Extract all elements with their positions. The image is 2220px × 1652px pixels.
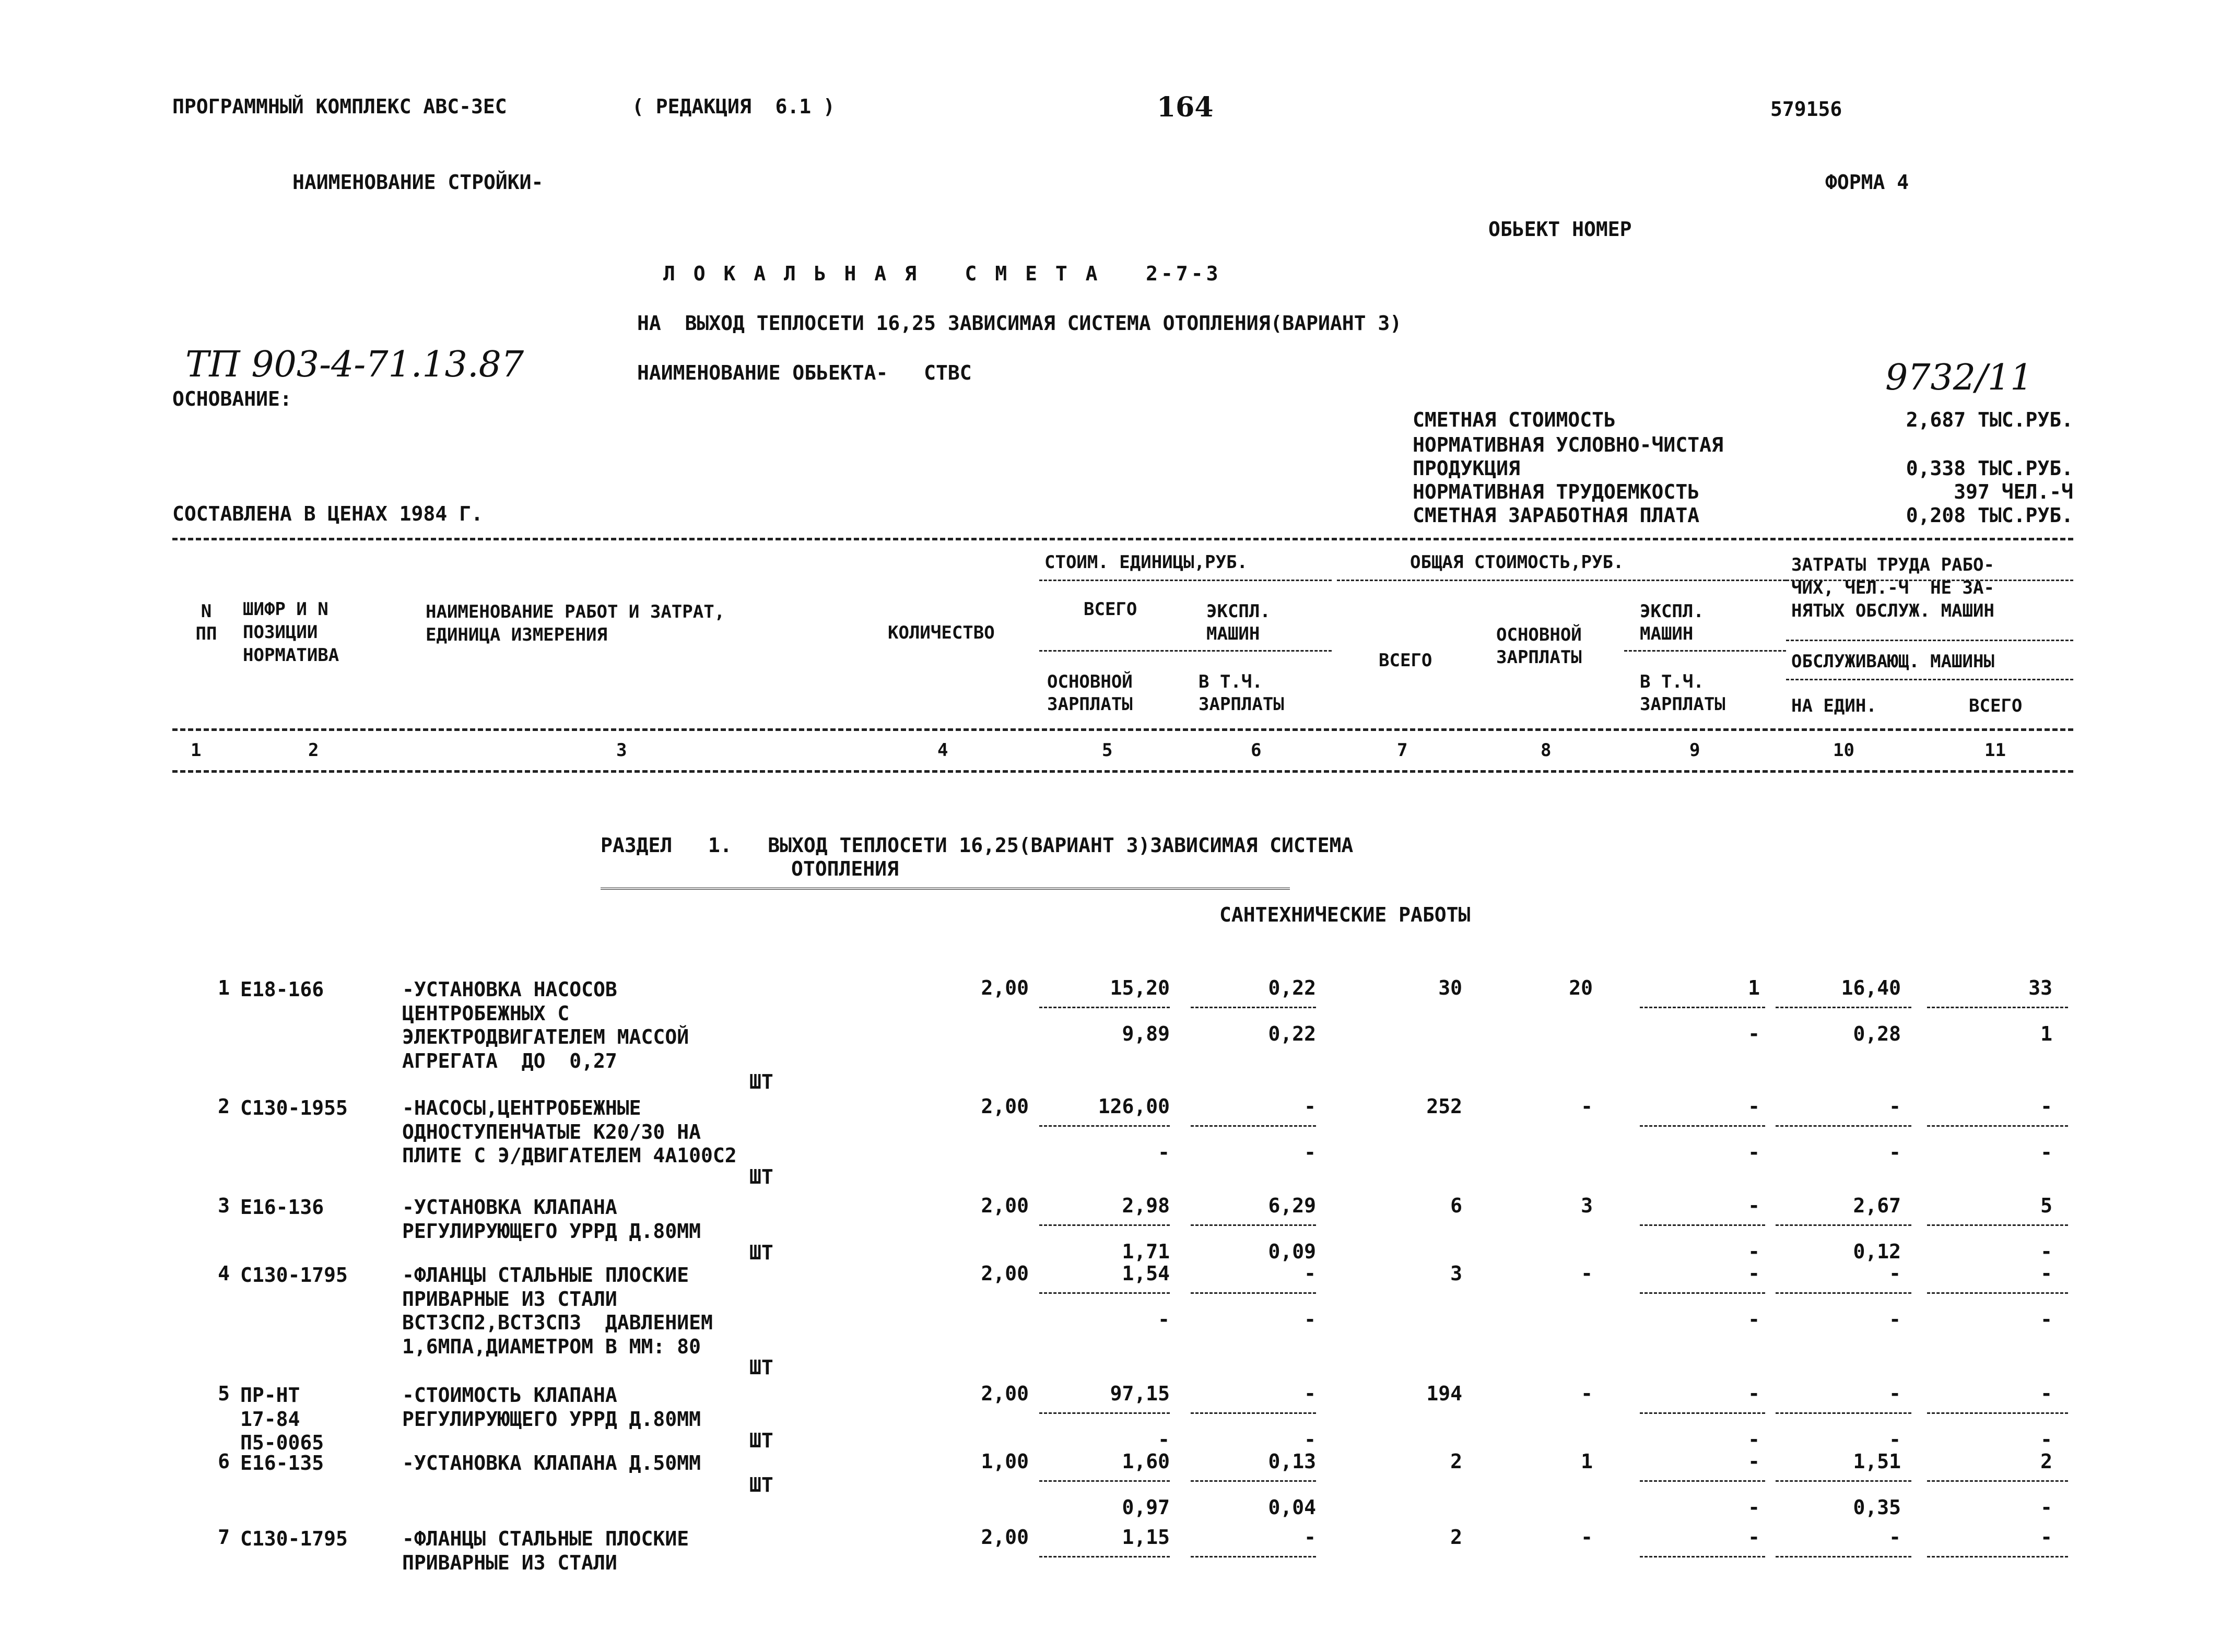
row-number: 6	[218, 1450, 230, 1473]
row-total-base-wage: 1	[1581, 1450, 1593, 1473]
row-unit-incl-wage: 0,09	[1268, 1240, 1316, 1263]
column-number: 7	[1397, 740, 1408, 761]
header-inner-rule	[1337, 580, 1786, 581]
row-subrule	[1039, 1224, 1170, 1226]
row-work-name: -ФЛАНЦЫ СТАЛЬНЫЕ ПЛОСКИЕ ПРИВАРНЫЕ ИЗ СТАЛИ ВСТ3СП2,ВСТ3СП3 ДАВЛЕНИЕМ 1,6МПА,ДИАМЕТРОМ В ММ: 80	[402, 1264, 713, 1358]
row-unit-machines: -	[1304, 1382, 1316, 1405]
row-subrule	[1039, 1125, 1170, 1127]
row-code: Е16-136	[240, 1196, 324, 1219]
row-work-name: -УСТАНОВКА КЛАПАНА Д.50ММ	[402, 1452, 701, 1474]
row-code: С130-1795	[240, 1264, 348, 1287]
row-subrule	[1776, 1292, 1911, 1294]
row-subrule	[1191, 1007, 1316, 1008]
row-unit: ШТ	[749, 1165, 773, 1188]
row-labor-machines-per-unit: 0,28	[1853, 1022, 1901, 1045]
table-top-rule	[172, 538, 2073, 540]
row-labor-machines-total: -	[2040, 1240, 2052, 1263]
row-number: 3	[218, 1194, 230, 1217]
row-labor-machines-total: -	[2040, 1141, 2052, 1164]
column-number: 2	[308, 740, 319, 761]
row-unit-base-wage: 9,89	[1122, 1022, 1170, 1045]
row-code: С130-1955	[240, 1096, 348, 1119]
handwritten-archive-number: 9732/11	[1885, 357, 2033, 398]
header-inner-rule	[1039, 580, 1332, 581]
header-inner-rule	[1624, 650, 1786, 652]
row-total-machines: -	[1748, 1194, 1760, 1217]
summary-label: НОРМАТИВНАЯ УСЛОВНО-ЧИСТАЯ	[1413, 433, 1723, 456]
row-labor-per-unit: 16,40	[1841, 976, 1901, 999]
row-quantity: 2,00	[981, 1095, 1029, 1118]
row-unit-incl-wage: -	[1304, 1308, 1316, 1331]
summary-value: 0,208 ТЫС.РУБ.	[1906, 504, 2073, 527]
row-labor-per-unit: 1,51	[1853, 1450, 1901, 1473]
row-labor-machines-total: -	[2040, 1496, 2052, 1519]
header-bottom-rule	[172, 728, 2073, 731]
row-labor-machines-per-unit: 0,35	[1853, 1496, 1901, 1519]
row-unit-machines: 6,29	[1268, 1194, 1316, 1217]
row-total-machines: -	[1748, 1526, 1760, 1549]
summary-label: СМЕТНАЯ ЗАРАБОТНАЯ ПЛАТА	[1413, 504, 1700, 527]
row-total: 30	[1438, 976, 1462, 999]
row-labor-machines-total: -	[2040, 1428, 2052, 1451]
row-number: 5	[218, 1382, 230, 1405]
row-subrule	[1927, 1480, 2068, 1482]
row-total-machines: -	[1748, 1262, 1760, 1285]
col-header-total-base-wage: ОСНОВНОЙ ЗАРПЛАТЫ	[1496, 624, 1582, 668]
row-subrule	[1927, 1292, 2068, 1294]
row-total: 2	[1450, 1526, 1462, 1549]
section-underline	[601, 888, 1290, 890]
row-number: 4	[218, 1262, 230, 1285]
row-number: 2	[218, 1095, 230, 1118]
row-subrule	[1039, 1412, 1170, 1414]
summary-value: 2,687 ТЫС.РУБ.	[1906, 408, 2073, 431]
row-unit-total: 126,00	[1098, 1095, 1170, 1118]
row-unit-total: 15,20	[1110, 976, 1170, 999]
row-unit: ШТ	[749, 1070, 773, 1093]
row-subrule	[1640, 1412, 1765, 1414]
row-total-base-wage: 3	[1581, 1194, 1593, 1217]
row-subrule	[1927, 1224, 2068, 1226]
col-header-unit-machines: ЭКСПЛ. МАШИН	[1206, 601, 1271, 644]
row-subrule	[1927, 1125, 2068, 1127]
row-total-base-wage: -	[1581, 1262, 1593, 1285]
row-unit-incl-wage: -	[1304, 1141, 1316, 1164]
row-work-name: -УСТАНОВКА КЛАПАНА РЕГУЛИРУЮЩЕГО УРРД Д.80ММ	[402, 1196, 701, 1243]
row-work-name: -НАСОСЫ,ЦЕНТРОБЕЖНЫЕ ОДНОСТУПЕНЧАТЫЕ К20/30 НА ПЛИТЕ С Э/ДВИГАТЕЛЕМ 4А100С2	[402, 1096, 737, 1167]
row-labor-per-unit: 2,67	[1853, 1194, 1901, 1217]
row-unit-total: 1,15	[1122, 1526, 1170, 1549]
row-quantity: 2,00	[981, 1382, 1029, 1405]
page-number: 164	[1157, 91, 1214, 123]
row-unit-base-wage: 0,97	[1122, 1496, 1170, 1519]
row-total-machines: 1	[1748, 976, 1760, 999]
col-header-quantity: КОЛИЧЕСТВО	[888, 622, 995, 643]
row-unit: ШТ	[749, 1429, 773, 1452]
row-total-incl-wage: -	[1748, 1308, 1760, 1331]
row-unit-total: 1,60	[1122, 1450, 1170, 1473]
row-subrule	[1640, 1480, 1765, 1482]
row-labor-total: -	[2040, 1526, 2052, 1549]
header-end-rule	[172, 770, 2073, 773]
row-total-base-wage: -	[1581, 1526, 1593, 1549]
row-quantity: 2,00	[981, 1262, 1029, 1285]
row-total-machines: -	[1748, 1095, 1760, 1118]
row-work-name: -ФЛАНЦЫ СТАЛЬНЫЕ ПЛОСКИЕ ПРИВАРНЫЕ ИЗ СТАЛИ	[402, 1527, 689, 1574]
section-title: РАЗДЕЛ 1. ВЫХОД ТЕПЛОСЕТИ 16,25(ВАРИАНТ 3)ЗАВИСИМАЯ СИСТЕМА	[601, 834, 1354, 857]
col-header-unit-total: ВСЕГО	[1084, 599, 1137, 620]
row-subrule	[1640, 1125, 1765, 1127]
row-subrule	[1640, 1556, 1765, 1557]
row-subrule	[1191, 1224, 1316, 1226]
row-labor-total: 5	[2040, 1194, 2052, 1217]
row-total: 194	[1426, 1382, 1462, 1405]
row-labor-total: -	[2040, 1095, 2052, 1118]
header-inner-rule	[1786, 640, 2073, 641]
row-subrule	[1039, 1556, 1170, 1557]
row-work-name: -УСТАНОВКА НАСОСОВ ЦЕНТРОБЕЖНЫХ С ЭЛЕКТРОДВИГАТЕЛЕМ МАССОЙ АГРЕГАТА ДО 0,27	[402, 978, 689, 1072]
col-header-labor-per-unit: НА ЕДИН.	[1791, 695, 1877, 716]
row-total: 252	[1426, 1095, 1462, 1118]
col-header-unit-cost: СТОИМ. ЕДИНИЦЫ,РУБ.	[1044, 552, 1248, 573]
header-inner-rule	[1786, 580, 2073, 581]
col-header-total-all: ВСЕГО	[1379, 650, 1432, 671]
row-work-name: -СТОИМОСТЬ КЛАПАНА РЕГУЛИРУЮЩЕГО УРРД Д.80ММ	[402, 1384, 701, 1431]
column-number: 9	[1689, 740, 1700, 761]
row-quantity: 2,00	[981, 1526, 1029, 1549]
col-header-unit-incl-wage: В Т.Ч. ЗАРПЛАТЫ	[1199, 671, 1284, 715]
row-labor-total: 33	[2028, 976, 2052, 999]
column-number: 10	[1833, 740, 1854, 761]
row-unit-incl-wage: -	[1304, 1428, 1316, 1451]
row-subrule	[1640, 1224, 1765, 1226]
column-number: 11	[1984, 740, 2006, 761]
row-code: С130-1795	[240, 1527, 348, 1550]
row-labor-per-unit: -	[1889, 1262, 1901, 1285]
row-unit-machines: 0,13	[1268, 1450, 1316, 1473]
document-title: Л О К А Л Ь Н А Я С М Е Т А 2-7-3	[663, 262, 1221, 285]
header-inner-rule	[1039, 650, 1332, 652]
row-subrule	[1927, 1007, 2068, 1008]
row-total-machines: -	[1748, 1382, 1760, 1405]
row-labor-machines-per-unit: -	[1889, 1428, 1901, 1451]
row-total-incl-wage: -	[1748, 1240, 1760, 1263]
row-total-incl-wage: -	[1748, 1496, 1760, 1519]
row-labor-per-unit: -	[1889, 1526, 1901, 1549]
col-header-total-cost: ОБЩАЯ СТОИМОСТЬ,РУБ.	[1410, 552, 1624, 573]
row-total-machines: -	[1748, 1450, 1760, 1473]
row-total-incl-wage: -	[1748, 1022, 1760, 1045]
header-inner-rule	[1786, 679, 2073, 680]
basis-label: ОСНОВАНИЕ:	[172, 387, 292, 410]
row-unit-machines: -	[1304, 1095, 1316, 1118]
row-unit-total: 97,15	[1110, 1382, 1170, 1405]
row-labor-total: -	[2040, 1382, 2052, 1405]
column-number: 4	[937, 740, 948, 761]
row-subrule	[1776, 1480, 1911, 1482]
handwritten-project-code: ТП 903-4-71.13.87	[185, 344, 524, 385]
summary-value: 397 ЧЕЛ.-Ч	[1954, 480, 2073, 503]
row-subrule	[1191, 1480, 1316, 1482]
row-unit-machines: 0,22	[1268, 976, 1316, 999]
row-quantity: 1,00	[981, 1450, 1029, 1473]
document-subtitle: НА ВЫХОД ТЕПЛОСЕТИ 16,25 ЗАВИСИМАЯ СИСТЕМА ОТОПЛЕНИЯ(ВАРИАНТ 3)	[637, 312, 1402, 335]
row-unit-incl-wage: 0,04	[1268, 1496, 1316, 1519]
summary-label: ПРОДУКЦИЯ	[1413, 457, 1520, 480]
row-subrule	[1776, 1125, 1911, 1127]
edition-label: ( РЕДАКЦИЯ 6.1 )	[632, 95, 835, 118]
col-header-labor: ЗАТРАТЫ ТРУДА РАБО- ЧИХ, ЧЕЛ.-Ч НЕ ЗА- НЯТЫХ ОБСЛУЖ. МАШИН	[1791, 554, 1994, 622]
row-subrule	[1640, 1007, 1765, 1008]
row-total-base-wage: -	[1581, 1382, 1593, 1405]
row-code: ПР-НТ 17-84 П5-0065	[240, 1384, 324, 1455]
row-unit-machines: -	[1304, 1526, 1316, 1549]
row-total-incl-wage: -	[1748, 1428, 1760, 1451]
row-number: 1	[218, 976, 230, 999]
col-header-unit-base-wage: ОСНОВНОЙ ЗАРПЛАТЫ	[1047, 671, 1133, 715]
row-subrule	[1927, 1412, 2068, 1414]
row-labor-machines-total: -	[2040, 1308, 2052, 1331]
col-header-code: ШИФР И N ПОЗИЦИИ НОРМАТИВА	[243, 599, 339, 666]
row-labor-machines-per-unit: -	[1889, 1308, 1901, 1331]
row-code: Е16-135	[240, 1452, 324, 1474]
row-quantity: 2,00	[981, 1194, 1029, 1217]
program-name: ПРОГРАММНЫЙ КОМПЛЕКС АВС-3ЕС	[172, 95, 507, 118]
row-unit-incl-wage: 0,22	[1268, 1022, 1316, 1045]
section-title-continued: ОТОПЛЕНИЯ	[791, 857, 899, 880]
col-header-total-incl-wage: В Т.Ч. ЗАРПЛАТЫ	[1640, 671, 1725, 715]
col-header-work: НАИМЕНОВАНИЕ РАБОТ И ЗАТРАТ, ЕДИНИЦА ИЗМЕРЕНИЯ	[426, 601, 725, 646]
column-number: 3	[616, 740, 627, 761]
row-number: 7	[218, 1526, 230, 1549]
object-number-label: ОБЬЕКТ НОМЕР	[1488, 218, 1632, 241]
row-subrule	[1776, 1412, 1911, 1414]
row-subrule	[1191, 1412, 1316, 1414]
row-total-base-wage: 20	[1569, 976, 1593, 999]
row-labor-machines-per-unit: 0,12	[1853, 1240, 1901, 1263]
row-labor-total: 2	[2040, 1450, 2052, 1473]
row-unit: ШТ	[749, 1241, 773, 1264]
column-number: 6	[1251, 740, 1262, 761]
construction-label: НАИМЕНОВАНИЕ СТРОЙКИ-	[292, 171, 544, 194]
form-label: ФОРМА 4	[1825, 171, 1909, 194]
row-unit-total: 2,98	[1122, 1194, 1170, 1217]
row-subrule	[1776, 1556, 1911, 1557]
col-header-number: N ПП	[195, 601, 217, 644]
prices-label: СОСТАВЛЕНА В ЦЕНАХ 1984 Г.	[172, 502, 483, 525]
col-header-labor-total: ВСЕГО	[1969, 695, 2023, 716]
row-total: 3	[1450, 1262, 1462, 1285]
row-unit-machines: -	[1304, 1262, 1316, 1285]
row-subrule	[1039, 1292, 1170, 1294]
column-number: 1	[191, 740, 202, 761]
row-code: Е18-166	[240, 978, 324, 1001]
row-unit-base-wage: -	[1158, 1428, 1170, 1451]
row-labor-total: -	[2040, 1262, 2052, 1285]
row-subrule	[1191, 1125, 1316, 1127]
column-number: 5	[1102, 740, 1113, 761]
row-unit-total: 1,54	[1122, 1262, 1170, 1285]
col-header-labor-machines: ОБСЛУЖИВАЮЩ. МАШИНЫ	[1791, 651, 1994, 672]
row-subrule	[1191, 1556, 1316, 1557]
row-unit: ШТ	[749, 1473, 773, 1496]
section-subtitle: САНТЕХНИЧЕСКИЕ РАБОТЫ	[1219, 903, 1471, 926]
row-unit-base-wage: -	[1158, 1141, 1170, 1164]
row-unit-base-wage: -	[1158, 1308, 1170, 1331]
row-labor-per-unit: -	[1889, 1382, 1901, 1405]
summary-label: СМЕТНАЯ СТОИМОСТЬ	[1413, 408, 1616, 431]
row-subrule	[1039, 1007, 1170, 1008]
row-total-incl-wage: -	[1748, 1141, 1760, 1164]
row-subrule	[1039, 1480, 1170, 1482]
row-labor-per-unit: -	[1889, 1095, 1901, 1118]
row-quantity: 2,00	[981, 976, 1029, 999]
object-name: НАИМЕНОВАНИЕ ОБЬЕКТА- СТВС	[637, 361, 972, 384]
summary-value: 0,338 ТЫС.РУБ.	[1906, 457, 2073, 480]
row-labor-machines-total: 1	[2040, 1022, 2052, 1045]
row-total-base-wage: -	[1581, 1095, 1593, 1118]
row-subrule	[1640, 1292, 1765, 1294]
row-subrule	[1776, 1224, 1911, 1226]
row-subrule	[1776, 1007, 1911, 1008]
row-subrule	[1191, 1292, 1316, 1294]
summary-label: НОРМАТИВНАЯ ТРУДОЕМКОСТЬ	[1413, 480, 1700, 503]
col-header-total-machines: ЭКСПЛ. МАШИН	[1640, 601, 1704, 644]
row-total: 6	[1450, 1194, 1462, 1217]
row-unit: ШТ	[749, 1356, 773, 1379]
row-labor-machines-per-unit: -	[1889, 1141, 1901, 1164]
row-total: 2	[1450, 1450, 1462, 1473]
row-subrule	[1927, 1556, 2068, 1557]
column-number: 8	[1541, 740, 1552, 761]
row-unit-base-wage: 1,71	[1122, 1240, 1170, 1263]
document-code: 579156	[1770, 98, 1842, 121]
